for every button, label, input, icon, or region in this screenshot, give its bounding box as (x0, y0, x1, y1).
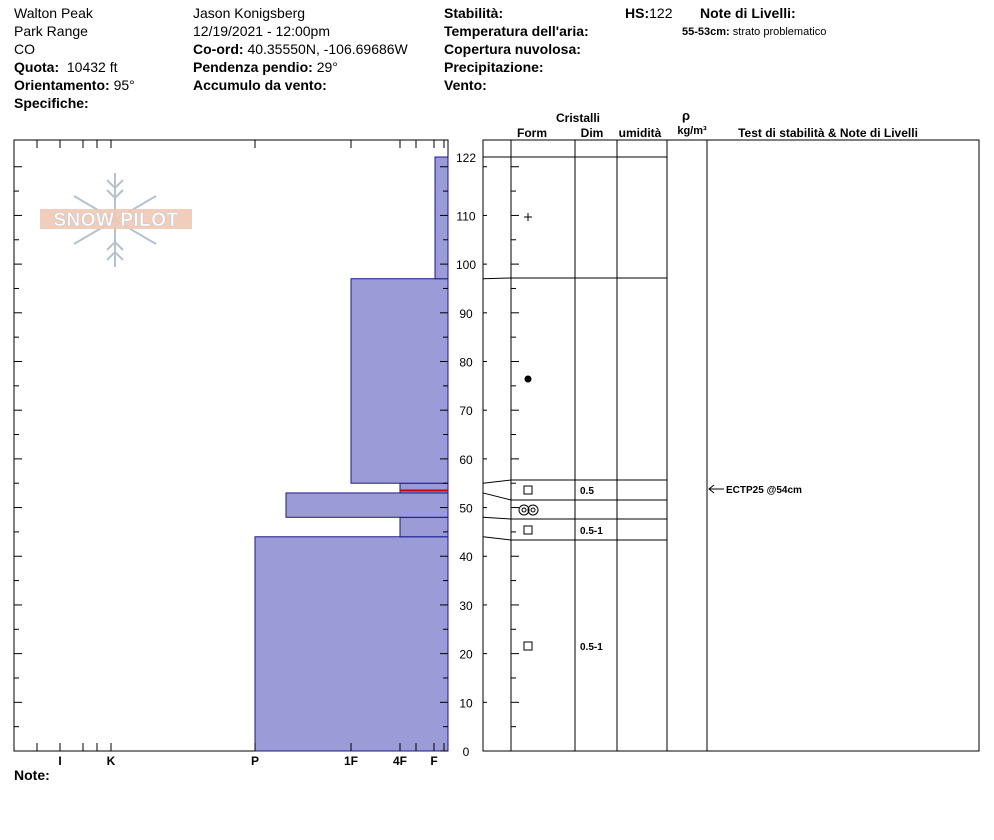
y-tick-label: 90 (459, 306, 473, 321)
elevation-value: 10432 ft (66, 59, 118, 75)
col-form: Form (517, 126, 547, 140)
aspect-label: Orientamento: (14, 77, 110, 93)
y-tick-label: 70 (459, 404, 473, 419)
elevation-label: Quota: (14, 59, 60, 75)
y-tick-label: 50 (459, 501, 473, 516)
y-tick-label: 30 (459, 598, 473, 613)
col-moisture: umidità (618, 126, 662, 140)
snowpilot-logo (40, 173, 192, 267)
range: Park Range (14, 23, 88, 39)
state: CO (14, 41, 35, 57)
layer-notes-title: Note di Livelli: (700, 5, 796, 21)
profile-layers (255, 157, 448, 751)
x-tick-label: 4F (392, 754, 408, 768)
crystal-form-square-icon (524, 642, 532, 650)
coord-value: 40.35550N, -106.69686W (247, 41, 408, 57)
observer: Jason Konigsberg (193, 5, 306, 21)
hs-value: 122 (649, 5, 673, 21)
crystal-form-melt-inner (531, 508, 535, 512)
col-tests: Test di stabilità & Note di Livelli (738, 126, 918, 140)
stability-label: Stabilità: (444, 5, 504, 21)
y-tick-label: 20 (459, 647, 473, 662)
layer-note-text: strato problematico (732, 26, 827, 38)
crystal-form-dot-icon (525, 376, 532, 383)
hs-label: HS: (625, 5, 650, 21)
location: Walton Peak (14, 5, 93, 21)
logo-text: SNOW PILOT (53, 210, 179, 231)
aspect-value: 95° (113, 77, 135, 93)
col-rho: ρ (681, 108, 691, 123)
y-tick-label: 122 (455, 151, 477, 165)
layer-connector (483, 278, 511, 279)
coord-label: Co-ord: (193, 41, 244, 57)
notes-label: Note: (14, 767, 50, 783)
layer-connector (483, 517, 511, 519)
layer-note-range: 55-53cm: (682, 26, 730, 38)
layer-connector (483, 480, 511, 483)
y-tick-label: 100 (455, 258, 477, 273)
layer-connector (483, 537, 511, 540)
x-tick-label: K (106, 754, 116, 768)
x-tick-label: I (58, 754, 62, 768)
crystal-size-label: 0.5-1 (580, 642, 603, 653)
crystal-size-label: 0.5-1 (580, 526, 603, 537)
datetime: 12/19/2021 - 12:00pm (193, 23, 330, 39)
y-tick-label: 40 (459, 550, 473, 565)
layer-bar (400, 517, 448, 536)
layer-bar (435, 157, 448, 279)
crystal-form-square-icon (524, 526, 532, 534)
column-dividers (511, 140, 707, 751)
crystal-form-melt-inner (522, 508, 526, 512)
crystal-form-square-icon (524, 486, 532, 494)
col-crystals: Cristalli (555, 111, 601, 125)
layer-bar (255, 537, 448, 751)
stability-test-label: ECTP25 @54cm (726, 485, 802, 496)
col-size: Dim (580, 126, 604, 140)
sky-label: Copertura nuvolosa: (444, 41, 581, 57)
crystal-size-label: 0.5 (580, 486, 594, 497)
x-tick-label: F (430, 754, 438, 768)
crystal-table-frame (483, 140, 979, 751)
specifics-label: Specifiche: (14, 95, 89, 111)
y-tick-label: 0 (462, 745, 470, 759)
wind-label: Vento: (444, 77, 487, 93)
layer-connector (483, 493, 511, 500)
y-tick-label: 80 (459, 355, 473, 370)
slope-label: Pendenza pendio: (193, 59, 313, 75)
precip-label: Precipitazione: (444, 59, 544, 75)
y-tick-label: 110 (456, 209, 476, 224)
wind-loading-label: Accumulo da vento: (193, 77, 327, 93)
y-tick-label: 60 (459, 452, 473, 467)
x-tick-label: 1F (343, 754, 359, 768)
col-density-unit: kg/m³ (677, 125, 707, 137)
layer-bar (286, 493, 448, 517)
air-temp-label: Temperatura dell'aria: (444, 23, 589, 39)
layer-bar (351, 279, 448, 483)
y-tick-label: 10 (459, 696, 473, 711)
slope-value: 29° (316, 59, 338, 75)
x-tick-label: P (250, 754, 260, 768)
table-content (483, 157, 802, 653)
